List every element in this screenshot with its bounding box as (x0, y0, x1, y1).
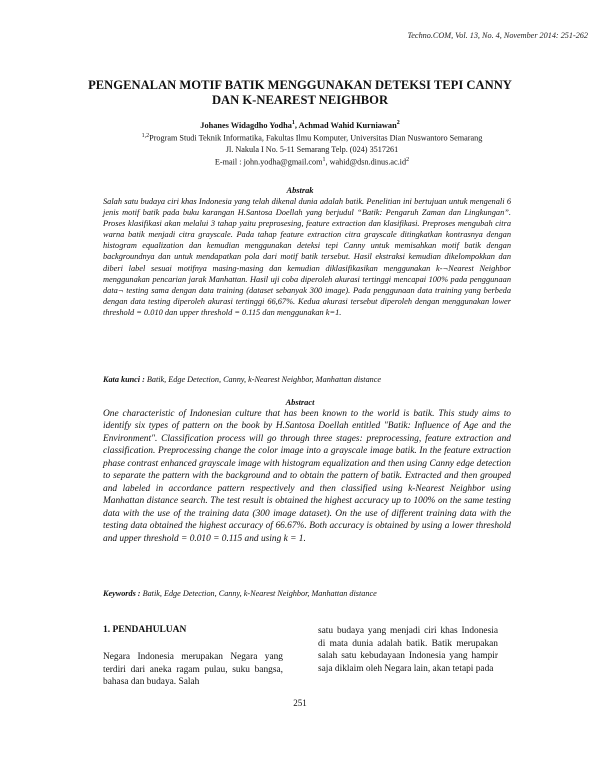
email-sup: 1 (322, 156, 326, 163)
kata-kunci-list: Batik, Edge Detection, Canny, k-Nearest Neighbor, Manhattan distance (144, 375, 382, 384)
author-separator: , (294, 120, 299, 130)
abstract-body: One characteristic of Indonesian culture that has been known to the world is batik. This study aims to identify six types of pattern on the book by H.Santosa Doellah entitled "Batik: Influence of Age and the Environment". Classification process will go through three stages: preprocessing, feature extraction and classification. Preprocessing change the color image into a grayscale image batik. In the feature extraction phase contrast enhanced grayscale image with histogram equalization and then using Canny edge detection to separate the pattern with the background and to obtain the pattern of batik. Extracted and then grouped and labeled in accordance pattern respectively and then classified using k-Nearest Neighbor using Manhattan distance search. The test result is obtained the highest accuracy up to 100% on the same testing data with the use of the training data (300 image dataset). On the use of different training data with the testing data obtained the highest accuracy of 66.67%. Both accuracy is obtained by using a lower threshold and upper threshold = 0.010 = 0.115 and using k = 1. (103, 409, 511, 544)
author-sup: 2 (396, 120, 400, 126)
author-sup: 1 (291, 120, 295, 126)
affiliation-sup: 1,2 (141, 133, 150, 139)
abstract-heading: Abstract (285, 398, 315, 407)
paper-title: PENGENALAN MOTIF BATIK MENGGUNAKAN DETEKSI TEPI CANNY DAN K-NEAREST NEIGHBOR (88, 78, 512, 107)
affiliation-institution: Program Studi Teknik Informatika, Fakultas Ilmu Komputer, Universitas Dian Nuswantoro Semarang (149, 133, 483, 143)
body-column-right: satu budaya yang menjadi ciri khas Indonesia di mata dunia adalah batik. Batik merupakan salah satu kebudayaan Indonesia yang hampir saja diklaim oleh Negara lain, akan tetapi pada (318, 626, 498, 674)
abstrak-body: Salah satu budaya ciri khas Indonesia yang telah dikenal dunia adalah batik. Penelitian ini bertujuan untuk mengenali 6 jenis motif batik pada buku karangan H.Santosa Doellah yang berjudul “Batik: Pengaruh Zaman dan Lingkungan”. Proses klasifikasi akan melalui 3 tahap yaitu preprosesing, feature extraction dan klasifikasi. Preproses mengubah citra warna batik menjadi citra grayscale. Pada tahap feature extraction citra grayscale ditingkatkan kontrasnya dengan histogram equalization dan kemudian menggunakan deteksi tepi Canny untuk memisahkan motif batik dengan backgroundnya dan untuk mendapatkan pola dari motif batik tersebut. Hasil ekstraksi kemudian dikelompokkan dan diberi label sesuai motifnya masing-masing dan kemudian diklasifikasikan menggunakan k-¬Nearest Neighbor menggunakan pencarian jarak Manhattan. Hasil uji coba diperoleh akurasi tertinggi mencapai 100% pada penggunaan data¬ testing sama dengan data training (dataset sebanyak 300 image). Pada penggunaan data training yang berbeda dengan data testing diperoleh akurasi tertinggi 66,67%. Kedua akurasi tersebut diperoleh dengan menggunakan lower threshold = 0.010 dan upper threshold = 0.115 dan menggunakan k=1. (103, 197, 511, 317)
affiliation-address: Jl. Nakula I No. 5-11 Semarang Telp. (024) 3517261 (225, 144, 399, 154)
email-text: , wahid@dsn.dinus.ac.id (325, 157, 407, 167)
email-text: E-mail : john.yodha@gmail.com (214, 157, 323, 167)
page-number: 251 (293, 698, 307, 708)
affiliation (92, 131, 532, 167)
body-column-left: Negara Indonesia merupakan Negara yang terdiri dari aneka ragam pulau, suku bangsa, bahasa dan budaya. Salah (103, 652, 283, 688)
kata-kunci-label: Kata kunci : (103, 375, 145, 384)
keywords-list: Batik, Edge Detection, Canny, k-Nearest Neighbor, Manhattan distance (140, 589, 377, 598)
affiliation-email (92, 155, 532, 168)
author-name: Achmad Wahid Kurniawan (298, 120, 397, 130)
affiliation-line (92, 131, 532, 144)
keywords (103, 589, 523, 598)
author-list (100, 120, 500, 130)
author-name: Johanes Widagdho Yodha (200, 120, 292, 130)
keywords-label: Keywords : (103, 589, 141, 598)
email-sup: 2 (406, 156, 410, 163)
abstrak-heading: Abstrak (286, 186, 314, 195)
section-heading: 1. PENDAHULUAN (103, 625, 187, 635)
kata-kunci (103, 375, 523, 384)
journal-header: Techno.COM, Vol. 13, No. 4, November 2014: 251-262 (407, 31, 588, 40)
